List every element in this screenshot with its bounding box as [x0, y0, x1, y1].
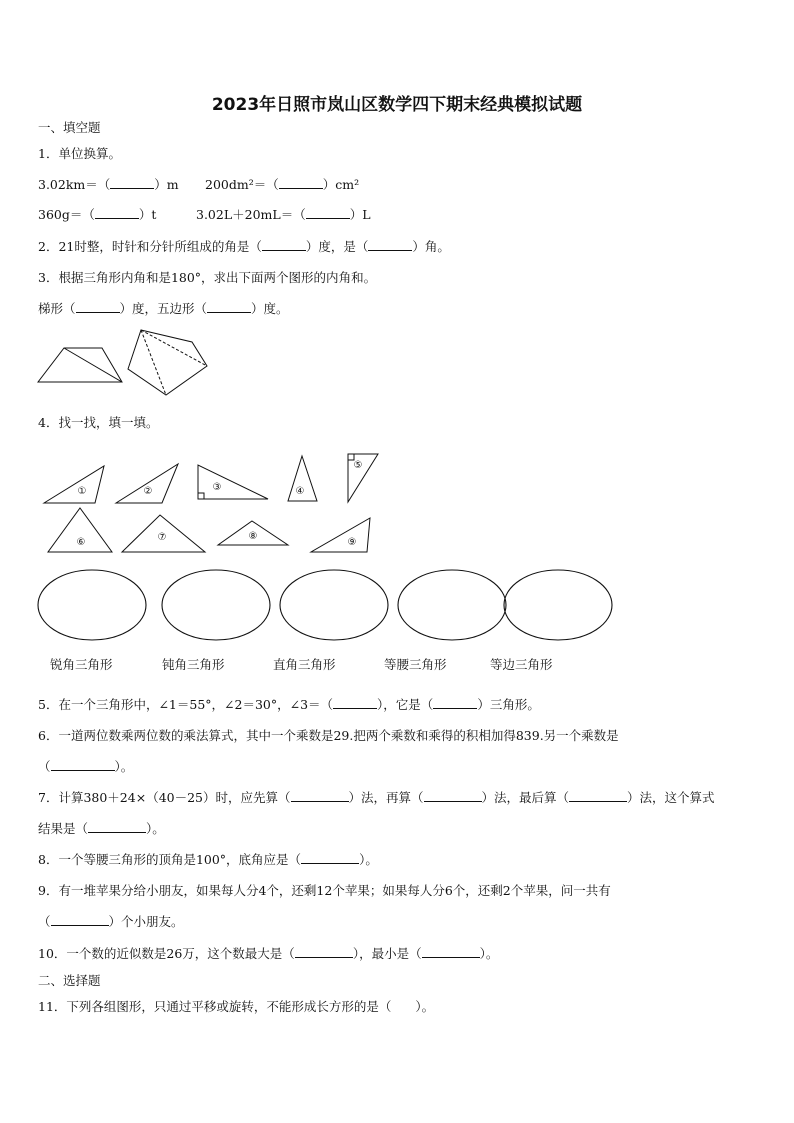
triangle-2: [116, 464, 178, 503]
triangle-1: [44, 466, 104, 503]
question-3-stem: 3．根据三角形内角和是180°，求出下面两个图形的内角和。: [38, 270, 377, 285]
triangle-5-label: ⑤: [353, 460, 363, 471]
triangle-4-label: ④: [295, 486, 305, 497]
q1-d-prefix: 3.02L＋20mL＝（: [196, 207, 306, 222]
answer-blank[interactable]: [424, 790, 482, 802]
q5-text-1: 5．在一个三角形中，∠1＝55°，∠2＝30°，∠3＝（: [38, 697, 334, 712]
question-9-line-2: [38, 914, 184, 930]
right-triangle-oval[interactable]: [280, 570, 388, 640]
triangle-6-label: ⑥: [76, 537, 86, 548]
answer-blank[interactable]: [291, 790, 349, 802]
q9-text-2: （: [38, 914, 51, 929]
question-6-line-1: 6．一道两位数乘两位数的乘法算式，其中一个乘数是29.把两个乘数和乘得的积相加得839.另一个乘数是: [38, 728, 619, 743]
q1-d-suffix: ）L: [349, 207, 371, 222]
q7-text-6: ）。: [146, 821, 165, 836]
question-7-line-1: [38, 790, 715, 806]
answer-blank[interactable]: [88, 821, 146, 833]
question-1-stem: 1．单位换算。: [38, 146, 121, 161]
triangle-2-label: ②: [143, 486, 153, 497]
q7-text-2: ）法，再算（: [348, 790, 424, 805]
triangle-9-label: ⑨: [347, 537, 357, 548]
section-fill-blank: 一、填空题: [38, 120, 101, 135]
isosceles-triangle-oval[interactable]: [398, 570, 506, 640]
q6-text-2: （: [38, 759, 51, 774]
answer-blank[interactable]: [569, 790, 627, 802]
q10-text-3: ）。: [479, 946, 499, 961]
category-obtuse: 钝角三角形: [162, 657, 225, 672]
category-acute: 锐角三角形: [50, 657, 113, 672]
question-11: [38, 999, 434, 1015]
q1-b-suffix: ）cm²: [322, 177, 360, 192]
triangle-9: [311, 518, 370, 552]
question-9-line-1: 9．有一堆苹果分给小朋友，如果每人分4个，还剩12个苹果；如果每人分6个，还剩2个苹果，问一共有: [38, 883, 611, 898]
equilateral-triangle-oval[interactable]: [504, 570, 612, 640]
question-8: [38, 852, 378, 868]
answer-blank[interactable]: [51, 914, 109, 926]
section-multiple-choice: 二、选择题: [38, 973, 101, 988]
answer-blank[interactable]: [422, 946, 480, 958]
question-6-line-2: [38, 759, 133, 775]
q5-text-3: ）三角形。: [477, 697, 540, 712]
pentagon-figure: [128, 330, 207, 395]
triangle-1-label: ①: [77, 486, 87, 497]
q3-text-1: 梯形（: [38, 301, 76, 316]
q1-b-prefix: 200dm²＝（: [205, 177, 279, 192]
q9-text-3: ）个小朋友。: [108, 914, 184, 929]
q3-text-3: ）度。: [251, 301, 289, 316]
q1-a-prefix: 3.02km＝（: [38, 177, 111, 192]
q2-text-2: ）度，是（: [305, 239, 369, 254]
q2-text-3: ）角。: [412, 239, 450, 254]
question-5: [38, 697, 540, 713]
q8-text-1: 8．一个等腰三角形的顶角是100°，底角应是（: [38, 852, 302, 867]
acute-triangle-oval[interactable]: [38, 570, 146, 640]
triangle-7-label: ⑦: [157, 532, 167, 543]
category-equilateral: 等边三角形: [490, 657, 553, 672]
q10-text-2: ），最小是（: [352, 946, 422, 961]
q10-text-1: 10．一个数的近似数是26万，这个数最大是（: [38, 946, 295, 961]
q1-a-suffix: ）m: [154, 177, 179, 192]
answer-blank[interactable]: [333, 697, 377, 709]
page-title: 2023年日照市岚山区数学四下期末经典模拟试题: [211, 95, 583, 115]
answer-blank[interactable]: [433, 697, 477, 709]
obtuse-triangle-oval[interactable]: [162, 570, 270, 640]
right-angle-mark-3: [198, 493, 204, 499]
q1-c-prefix: 360g＝（: [38, 207, 95, 222]
answer-blank[interactable]: [51, 759, 115, 771]
q7-text-1: 7．计算380＋24×（40－25）时，应先算（: [38, 790, 291, 805]
question-7-line-2: [38, 821, 165, 837]
q7-text-3: ）法，最后算（: [481, 790, 570, 805]
triangle-8-label: ⑧: [248, 531, 258, 542]
answer-blank[interactable]: [301, 852, 359, 864]
triangle-5: [348, 454, 378, 502]
q11-text-2: ）。: [415, 999, 435, 1014]
triangle-3-label: ③: [212, 482, 222, 493]
question-10: [38, 946, 498, 962]
category-right: 直角三角形: [273, 657, 336, 672]
answer-blank[interactable]: [295, 946, 353, 958]
q3-text-2: ）度，五边形（: [119, 301, 208, 316]
trapezoid-figure: [38, 348, 122, 382]
q6-text-3: ）。: [114, 759, 134, 774]
q7-text-4: ）法，这个算式: [627, 790, 715, 805]
q7-text-5: 结果是（: [38, 821, 89, 836]
q11-text-1: 11．下列各组图形，只通过平移或旋转，不能形成长方形的是（: [38, 999, 392, 1014]
q8-text-2: ）。: [359, 852, 378, 867]
triangle-3: [198, 465, 268, 499]
category-isosceles: 等腰三角形: [384, 657, 447, 672]
q5-text-2: ），它是（: [377, 697, 434, 712]
question-4-stem: 4．找一找，填一填。: [38, 415, 159, 430]
q2-text-1: 2．21时整，时针和分针所组成的角是（: [38, 239, 262, 254]
q1-c-suffix: ）t: [138, 207, 157, 222]
